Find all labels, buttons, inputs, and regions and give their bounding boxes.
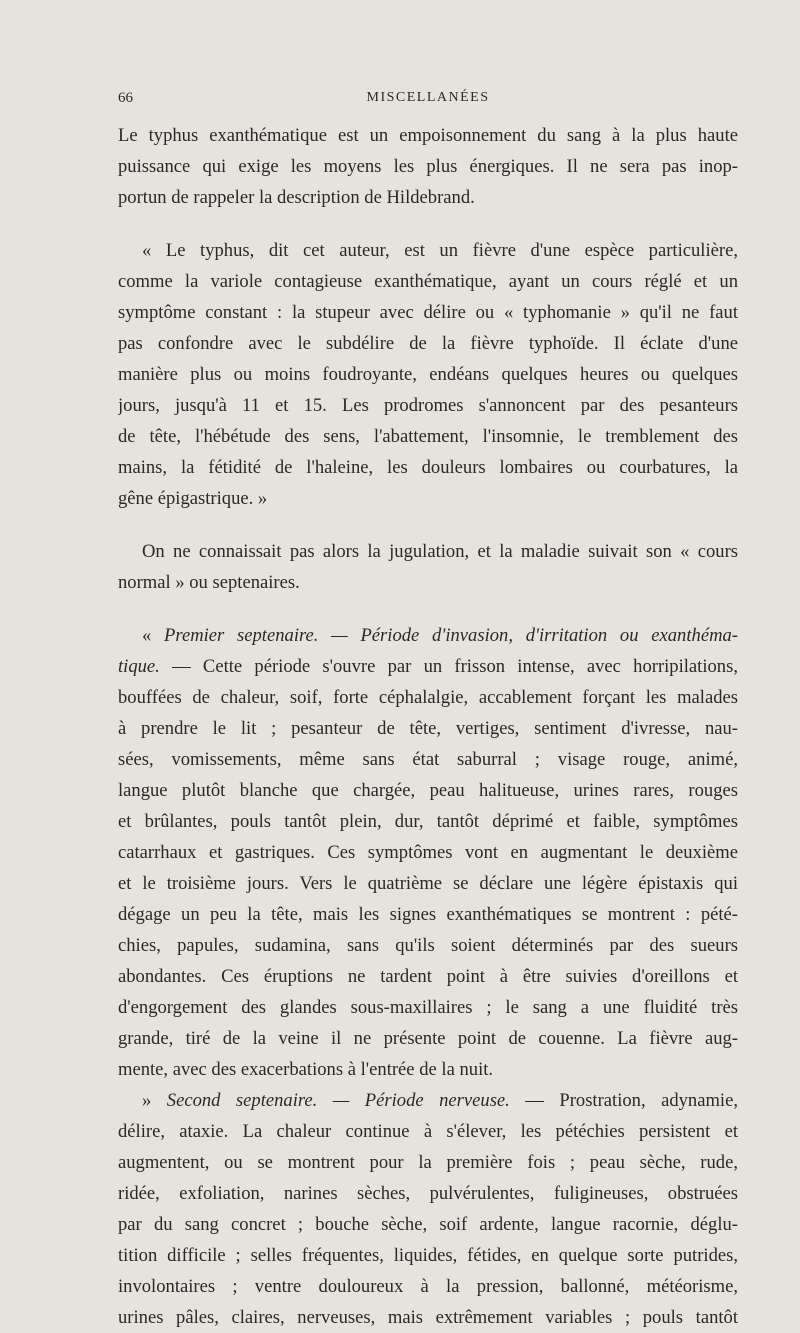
paragraph-gap [118,598,738,620]
text-line: abondantes. Ces éruptions ne tardent point à être suivies d'oreillons et [118,966,738,987]
text-line: grande, tiré de la veine il ne présente point de couenne. La fièvre aug- [118,1028,738,1049]
italic-heading: Premier septenaire. — Période d'invasion, d'irritation ou exanthéma- [164,625,738,646]
section-heading: » Second septenaire. — Période nerveuse. — Prostration, adynamie, [142,1090,738,1111]
text-line: On ne connaissait pas alors la jugulation, et la maladie suivait son « cours [142,541,738,562]
text-line: catarrhaux et gastriques. Ces symptômes vont en augmentant le deuxième [118,842,738,863]
section-premier-septenaire [118,620,738,1085]
text-line: mains, la fétidité de l'haleine, les douleurs lombaires ou courbatures, la [118,457,738,478]
paragraph [118,235,738,514]
text-line: langue plutôt blanche que chargée, peau halitueuse, urines rares, rouges [118,780,738,801]
text-line: bouffées de chaleur, soif, forte céphalalgie, accablement forçant les malades [118,687,738,708]
text-line: tique. — Cette période s'ouvre par un frisson intense, avec horripilations, [118,656,738,677]
section-second-septenaire [118,1085,738,1333]
paragraph-gap [118,514,738,536]
body-text [118,120,738,1333]
text-line: symptôme constant : la stupeur avec délire ou « typhomanie » qu'il ne faut [118,302,738,323]
paragraph [118,120,738,213]
text-line: jours, jusqu'à 11 et 15. Les prodromes s'annoncent par des pesanteurs [118,395,738,416]
text-line: Le typhus exanthématique est un empoisonnement du sang à la plus haute [118,125,738,146]
running-head: MISCELLANÉES [366,90,490,105]
paragraph-gap [118,213,738,235]
text-line: délire, ataxie. La chaleur continue à s'élever, les pétéchies persistent et [118,1121,738,1142]
text-line: et brûlantes, pouls tantôt plein, dur, tantôt déprimé et faible, symptômes [118,811,738,832]
text-line: involontaires ; ventre douloureux à la pression, ballonné, météorisme, [118,1276,738,1297]
text-line: ridée, exfoliation, narines sèches, pulvérulentes, fuligineuses, obstruées [118,1183,738,1204]
text-line: de tête, l'hébétude des sens, l'abattement, l'insomnie, le tremblement des [118,426,738,447]
page-header [118,90,738,112]
text-line: portun de rappeler la description de Hildebrand. [118,187,475,208]
text-line: puissance qui exige les moyens les plus énergiques. Il ne sera pas inop- [118,156,738,177]
text-line: tition difficile ; selles fréquentes, liquides, fétides, en quelque sorte putrides, [118,1245,738,1266]
text-line: urines pâles, claires, nerveuses, mais extrêmement variables ; pouls tantôt [118,1307,738,1328]
text-line: sées, vomissements, même sans état saburral ; visage rouge, animé, [118,749,738,770]
text-line: comme la variole contagieuse exanthématique, ayant un cours réglé et un [118,271,738,292]
text-line: et le troisième jours. Vers le quatrième se déclare une légère épistaxis qui [118,873,738,894]
text-line: par du sang concret ; bouche sèche, soif ardente, langue racornie, déglu- [118,1214,738,1235]
text-line: « Le typhus, dit cet auteur, est un fièvre d'une espèce particulière, [142,240,738,261]
page-number: 66 [118,90,133,106]
italic-heading: Second septenaire. — Période nerveuse. [166,1090,510,1111]
text-line: augmentent, ou se montrent pour la première fois ; peau sèche, rude, [118,1152,738,1173]
text-line: d'engorgement des glandes sous-maxillaires ; le sang a une fluidité très [118,997,738,1018]
text-line: gêne épigastrique. » [118,488,268,509]
text-line: mente, avec des exacerbations à l'entrée de la nuit. [118,1059,494,1080]
section-heading: « Premier septenaire. — Période d'invasion, d'irritation ou exanthéma- [142,625,738,646]
text-line: chies, papules, sudamina, sans qu'ils soient déterminés par des sueurs [118,935,738,956]
paragraph [118,536,738,598]
text-line: normal » ou septenaires. [118,572,300,593]
text-line: à prendre le lit ; pesanteur de tête, vertiges, sentiment d'ivresse, nau- [118,718,738,739]
text-line: manière plus ou moins foudroyante, endéans quelques heures ou quelques [118,364,738,385]
text-line: dégage un peu la tête, mais les signes exanthématiques se montrent : pété- [118,904,738,925]
text-line: pas confondre avec le subdélire de la fièvre typhoïde. Il éclate d'une [118,333,738,354]
